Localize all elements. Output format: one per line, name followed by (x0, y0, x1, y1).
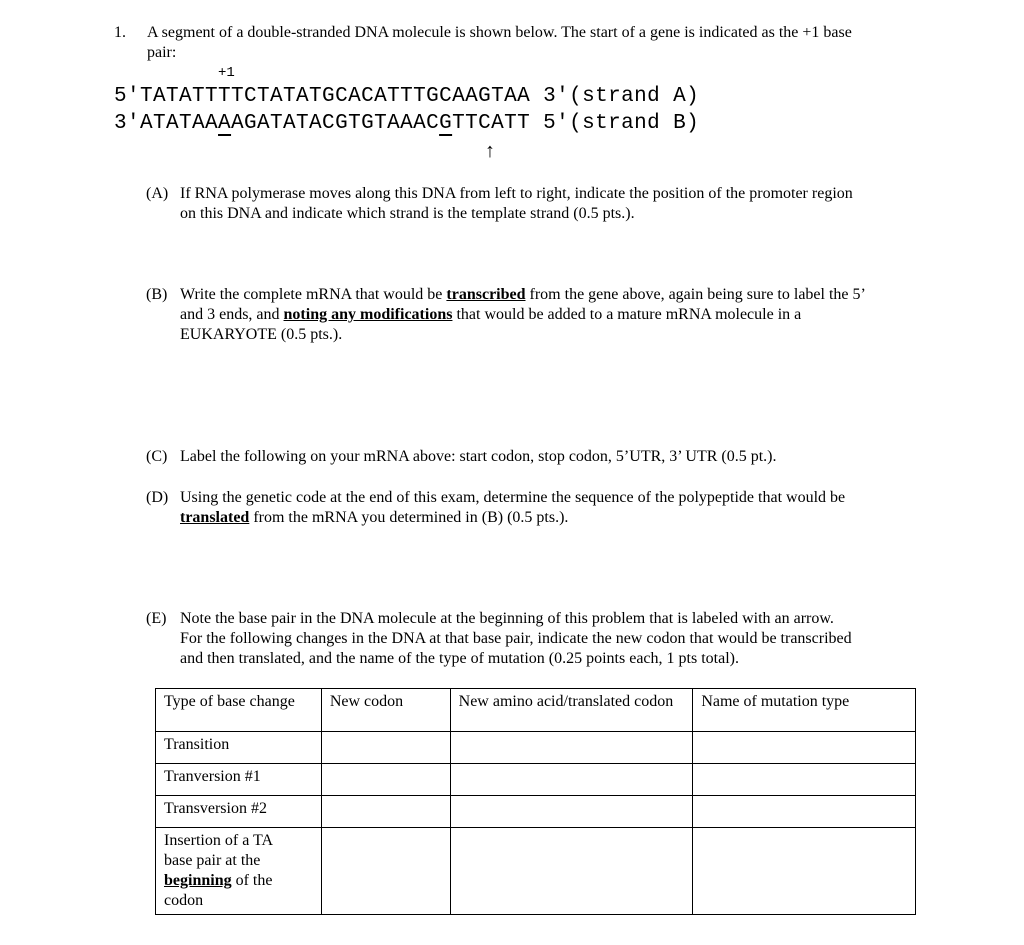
answer-cell[interactable] (321, 796, 450, 828)
table-header-row (156, 689, 916, 732)
answer-cell[interactable] (450, 796, 693, 828)
strand-b-prefix: 3'ATATAA (114, 112, 219, 135)
answer-cell[interactable] (450, 828, 693, 915)
beginning-emphasis: beginning (164, 872, 232, 889)
part-b-line2: and 3 ends, and noting any modifications that would be added to a mature mRNA molecule in a (180, 306, 802, 323)
strand-b-plus-one-base: A (218, 112, 232, 135)
row-type-cell: Transition (156, 732, 322, 764)
row-type-cell: Insertion of a TA base pair at the beginning of the codon (156, 828, 322, 915)
part-b-line1: Write the complete mRNA that would be transcribed from the gene above, again being sure to label the 5’ (180, 286, 866, 303)
question-number: 1. (114, 24, 126, 41)
question-intro-line2: pair: (147, 44, 177, 61)
part-e-line1: Note the base pair in the DNA molecule at the beginning of this problem that is labeled with an arrow. (180, 610, 834, 627)
answer-cell[interactable] (693, 764, 916, 796)
header-type-of-base-change: Type of base change (156, 689, 322, 732)
answer-cell[interactable] (693, 796, 916, 828)
answer-cell[interactable] (450, 764, 693, 796)
answer-cell[interactable] (321, 732, 450, 764)
translated-emphasis: translated (180, 509, 250, 526)
part-b-line3: EUKARYOTE (0.5 pts.). (180, 326, 343, 343)
answer-cell[interactable] (321, 828, 450, 915)
part-d-label: (D) (146, 489, 169, 506)
answer-cell[interactable] (693, 732, 916, 764)
transcribed-emphasis: transcribed (446, 286, 526, 303)
part-a-line1: If RNA polymerase moves along this DNA from left to right, indicate the position of the promoter region (180, 185, 853, 202)
part-b-label: (B) (146, 286, 168, 303)
strand-a-suffix: AAGTAA 3'(strand A) (452, 85, 700, 108)
part-c-label: (C) (146, 448, 168, 465)
modifications-emphasis: noting any modifications (283, 306, 453, 323)
part-a-line2: on this DNA and indicate which strand is the template strand (0.5 pts.). (180, 205, 635, 222)
part-e-line2: For the following changes in the DNA at that base pair, indicate the new codon that would be transcribed (180, 630, 852, 647)
table-row (156, 796, 916, 828)
part-a-label: (A) (146, 185, 169, 202)
part-e-label: (E) (146, 610, 167, 627)
dna-strand-a (114, 85, 699, 108)
up-arrow-icon: ↑ (485, 140, 495, 162)
table-row (156, 828, 916, 915)
strand-b-arrow-base: G (439, 112, 453, 135)
strand-b-suffix: TTCATT 5'(strand B) (452, 112, 700, 135)
row-type-cell: Tranversion #1 (156, 764, 322, 796)
row-type-cell: Transversion #2 (156, 796, 322, 828)
dna-strand-b (114, 112, 699, 135)
part-d-line1: Using the genetic code at the end of this exam, determine the sequence of the polypeptide that would be (180, 489, 846, 506)
question-intro-line1: A segment of a double-stranded DNA molecule is shown below. The start of a gene is indicated as the +1 base (147, 24, 852, 41)
answer-cell[interactable] (693, 828, 916, 915)
strand-a-plus-one-base: T (218, 85, 232, 108)
mutation-table (155, 688, 916, 915)
part-e-line3: and then translated, and the name of the type of mutation (0.25 points each, 1 pts total). (180, 650, 739, 667)
table-row (156, 732, 916, 764)
part-d-line2: translated from the mRNA you determined in (B) (0.5 pts.). (180, 509, 569, 526)
header-mutation-type: Name of mutation type (693, 689, 916, 732)
strand-a-middle: TCTATATGCACATTTG (231, 85, 440, 108)
header-new-amino-acid: New amino acid/translated codon (450, 689, 693, 732)
answer-cell[interactable] (450, 732, 693, 764)
part-c-line1: Label the following on your mRNA above: start codon, stop codon, 5’UTR, 3’ UTR (0.5 pt.). (180, 448, 777, 465)
table-row (156, 764, 916, 796)
strand-b-middle: AGATATACGTGTAAAC (231, 112, 440, 135)
strand-a-arrow-base: C (439, 85, 453, 108)
plus-one-label: +1 (218, 65, 235, 81)
answer-cell[interactable] (321, 764, 450, 796)
header-new-codon: New codon (321, 689, 450, 732)
strand-a-prefix: 5'TATATT (114, 85, 219, 108)
